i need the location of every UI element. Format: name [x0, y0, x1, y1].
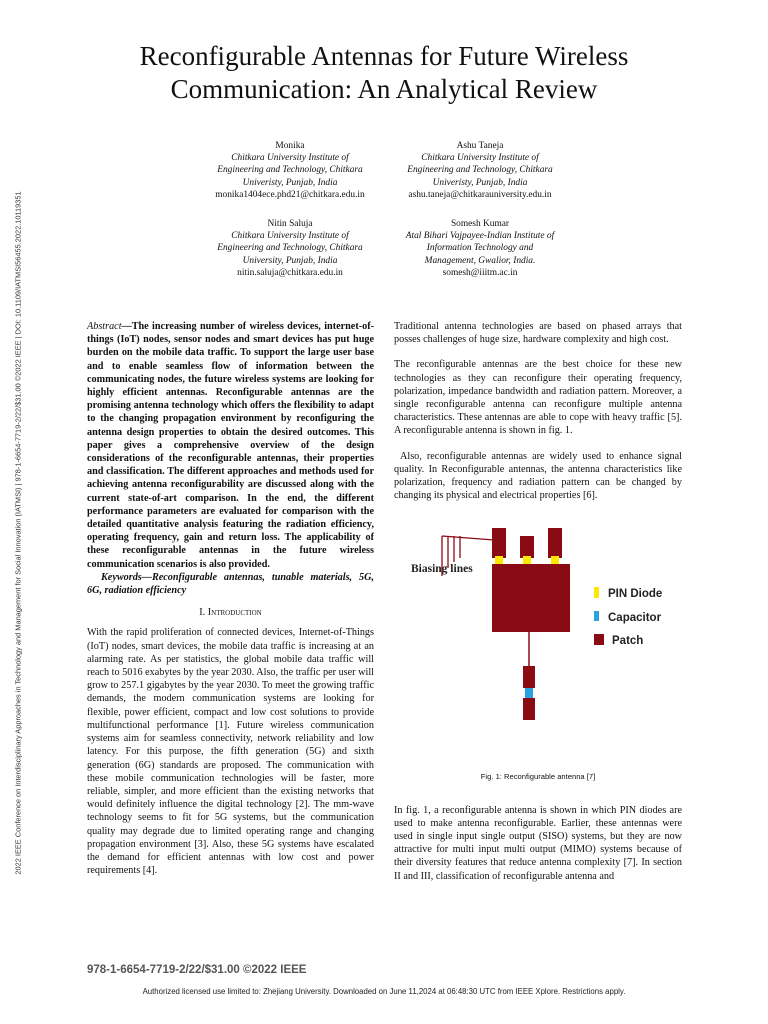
antenna-diagram	[394, 518, 682, 758]
abstract	[87, 320, 374, 571]
author-email: ashu.taneja@chitkarauniversity.edu.in	[408, 189, 552, 200]
legend-swatch-pin	[594, 587, 599, 598]
author-block-2	[380, 140, 580, 201]
author-email: monika1404ece.phd21@chitkara.edu.in	[215, 189, 365, 200]
author-affiliation: Univeristy, Punjab, India	[432, 177, 528, 188]
patch-stub	[548, 528, 562, 558]
title-line-2: Communication: An Analytical Review	[170, 74, 598, 104]
feed-capacitor	[525, 688, 533, 698]
title-line-1: Reconfigurable Antennas for Future Wireless	[139, 41, 629, 71]
intro-paragraph: With the rapid proliferation of connected devices, Internet-of-Things (IoT) nodes, smart devices, the mobile data traffic is increasing at an alarming rate. As per statistics, the global mobile data traffic will reach to 5016 exabytes by the year 2030. Also, the traffic per user will grow to 257.1 gigabytes by the year 2030. To meet the growing traffic demands, the modern communication systems are looking for flexible, power efficient, compact and low cost solutions to provide multifunctional performance [1]. Future wireless communication systems aim for seamless connectivity, network reliability and low latency. For this purpose, the fifth generation (5G) and sixth generation (6G) standards are proposed. The communication with these mobile communication technologies will be faster, more reliable, simpler, and more efficient than the existing networks that would definitely influence the digital technology [2]. The mm-wave technology seems to fit for 5G systems, but the communication quality may degrade due to limited operating range and changing propagation environment [3]. Also, these 5G systems have escalated the demand for efficient antennas with low cost and power requirements [4].	[87, 627, 374, 877]
figure-reconfigurable-antenna	[394, 518, 682, 770]
license-notice: Authorized licensed use limited to: Zhejiang University. Downloaded on June 11,2024 at 06:48:30 UTC from IEEE Xplore. Restrictions apply.	[142, 987, 626, 996]
keywords: Keywords—Reconfigurable antennas, tunable materials, 5G, 6G, radiation efficiency	[87, 571, 374, 597]
main-patch	[492, 564, 570, 632]
left-column	[87, 320, 374, 877]
feed-line-upper	[523, 666, 535, 688]
author-affiliation: Chitkara University Institute of	[421, 153, 539, 164]
legend-pin-diode: PIN Diode	[608, 588, 663, 601]
author-affiliation: Chitkara University Institute of	[231, 153, 349, 164]
legend-swatch-capacitor	[594, 611, 599, 621]
author-block-3	[190, 218, 390, 279]
paragraph-traditional-antennas: Traditional antenna technologies are based on phased arrays that posses challenges of huge size, hardware complexity and high cost.	[394, 321, 682, 346]
side-identifier-text: 2022 IEEE Conference on Interdisciplinary Approaches in Technology and Management for Social Innovation (IATMSI) | 978-1-6654-7719-2/22/$31.00 ©2022 IEEE | DOI: 10.1109/IATMSI56455.2022.10119351	[13, 190, 23, 875]
legend-swatch-patch	[594, 634, 604, 645]
section-heading-introduction: I. Introduction	[199, 607, 262, 619]
author-affiliation: Engineering and Technology, Chitkara	[217, 243, 363, 254]
author-affiliation: Engineering and Technology, Chitkara	[217, 165, 363, 176]
pin-diode	[495, 556, 503, 565]
author-name: Ashu Taneja	[456, 141, 504, 151]
patch-stub	[520, 536, 534, 558]
author-affiliation: Chitkara University Institute of	[231, 231, 349, 242]
pin-diode	[551, 556, 559, 565]
abstract-label: Abstract	[87, 321, 122, 332]
paragraph-signal-quality: Also, reconfigurable antennas are widely used to enhance signal quality. In Reconfigurable antennas, the antenna characteristics like polarization, frequency and radiation pattern can be changed by changing its physical and electrical properties [6].	[394, 450, 682, 502]
abstract-text: —The increasing number of wireless devices, internet-of-things (IoT) nodes, sensor nodes and smart devices has put huge burden on the mobile data traffic. To support the large user base and to enable seamless flow of information between the communicating nodes, the future wireless systems are looking for highly efficient antennas. Reconfigurable antennas are the promising antenna technology which offers the flexibility to adapt to the changing propagation environment by reconfiguring the antenna design properties to obtain the desired outcomes. This paper gives a comprehensive overview of the design considerations of the reconfigurable antennas, their properties and classification. The different approaches and methods used for achieving antenna reconfigurability are discussed along with the current state-of-art comparison. In the end, the different performance parameters are evaluated for comparison with the detailed quantitative analysis featuring the radiation efficiency, operating frequency, gain and return loss. The applicability of these reconfigurable antennas in the future wireless communication scenarios is also provided.	[87, 321, 374, 570]
figure-caption: Fig. 1: Reconfigurable antenna [7]	[480, 772, 596, 782]
feed-line-lower	[523, 698, 535, 720]
author-block-4	[380, 218, 580, 279]
author-affiliation: Univeristy, Punjab, India	[242, 177, 338, 188]
author-affiliation: Engineering and Technology, Chitkara	[407, 165, 553, 176]
side-identifier-strip	[8, 65, 28, 1000]
author-affiliation: Atal Bihari Vajpayee-Indian Institute of	[405, 231, 555, 242]
author-name: Monika	[275, 141, 305, 151]
pin-diode	[523, 556, 531, 565]
author-affiliation: University, Punjab, India	[242, 255, 338, 266]
author-affiliation: Management, Gwalior, India.	[424, 255, 536, 266]
biasing-lines-label: Biasing lines	[411, 563, 473, 576]
author-affiliation: Information Technology and	[426, 243, 534, 254]
legend-patch: Patch	[612, 635, 644, 648]
right-column	[394, 320, 682, 883]
isbn-footer: 978-1-6654-7719-2/22/$31.00 ©2022 IEEE	[87, 964, 307, 976]
author-name: Somesh Kumar	[450, 219, 510, 229]
paper-title	[100, 40, 668, 106]
legend-capacitor: Capacitor	[608, 612, 662, 625]
author-name: Nitin Saluja	[267, 219, 313, 229]
author-block-1	[190, 140, 390, 201]
paragraph-figure-description: In fig. 1, a reconfigurable antenna is shown in which PIN diodes are used to make antenna reconfigurable. Earlier, these antennas were used in single input single output (SISO) systems, but they are now attractive for multi input multi output (MIMO) systems because of their diversity features that reduce antenna complexity [7]. In section II and III, classification of reconfigurable antenna and	[394, 804, 682, 882]
patch-stub	[492, 528, 506, 558]
paragraph-reconfigurable-choice: The reconfigurable antennas are the best choice for these new technologies as they can reconfigure their operating frequency, polarization, impedance bandwidth and radiation pattern. Moreover, a single reconfigurable antenna can reconfigure multiple antenna characteristics. These antennas are able to cope with heavy traffic [5]. A reconfigurable antenna is shown in fig. 1.	[394, 359, 682, 437]
author-email: nitin.saluja@chitkara.edu.in	[237, 267, 343, 278]
author-email: somesh@iiitm.ac.in	[442, 267, 518, 278]
